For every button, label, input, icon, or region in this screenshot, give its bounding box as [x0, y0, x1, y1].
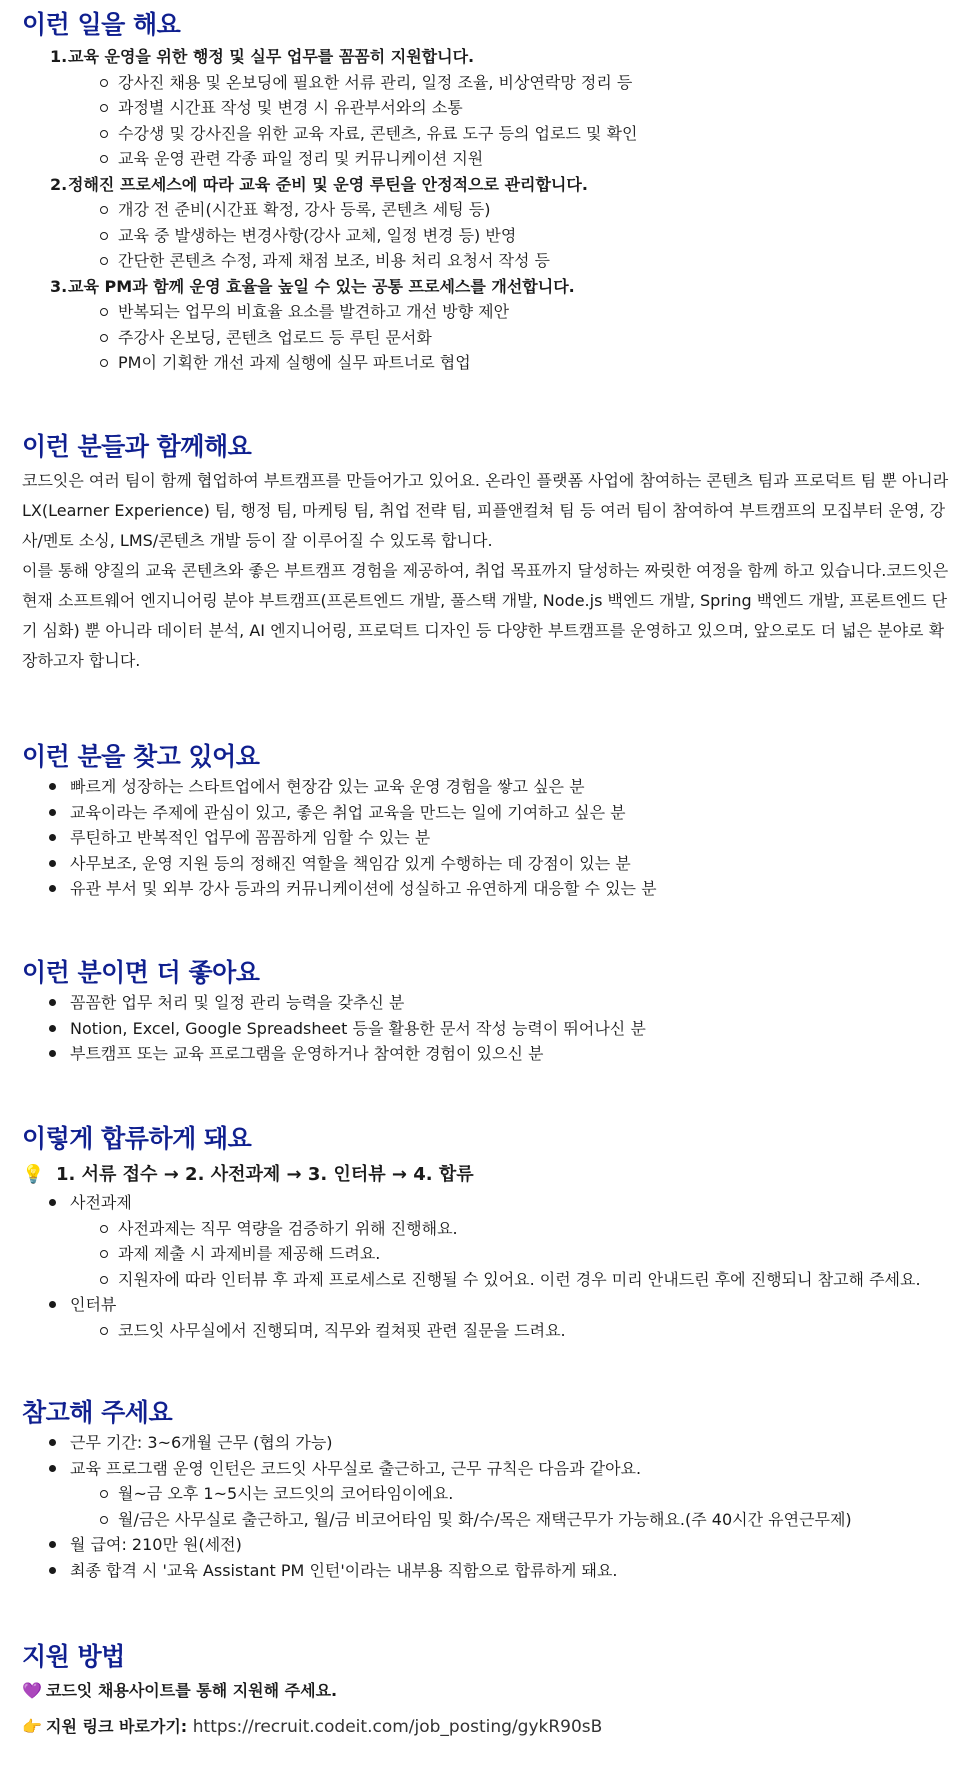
list-item: 지원자에 따라 인터뷰 후 과제 프로세스로 진행될 수 있어요. 이런 경우 미리 안내드린 후에 진행되니 참고해 주세요.	[118, 1267, 952, 1293]
list-item: 최종 합격 시 '교육 Assistant PM 인턴'이라는 내부용 직함으로 합류하게 돼요.	[70, 1558, 952, 1584]
sub-list	[70, 1481, 952, 1532]
list-item: 강사진 채용 및 온보딩에 필요한 서류 관리, 일정 조율, 비상연락망 정리 등	[118, 70, 952, 96]
team-paragraph: 코드잇은 여러 팀이 함께 협업하여 부트캠프를 만들어가고 있어요. 온라인 플랫폼 사업에 참여하는 콘텐츠 팀과 프로덕트 팀 뿐 아니라 LX(Learner Experience) 팀, 행정 팀, 마케팅 팀, 취업 전략 팀, 피플앤컬쳐 팀 등 여러 팀이 참여하여 부트캠프의 모집부터 운영, 강사/멘토 소싱, LMS/콘텐츠 개발 등이 잘 이루어질 수 있도록 합니다.	[22, 471, 949, 550]
section-title: 이렇게 합류하게 돼요	[22, 1124, 252, 1153]
list-item: 월/금은 사무실로 출근하고, 월/금 비코어타임 및 화/수/목은 재택근무가 가능해요.(주 40시간 유연근무제)	[118, 1507, 952, 1533]
section-title: 이런 분이면 더 좋아요	[22, 958, 260, 987]
bullet-list	[22, 1190, 952, 1343]
section-looking	[22, 740, 952, 902]
list-item: Notion, Excel, Google Spreadsheet 등을 활용한 문서 작성 능력이 뛰어나신 분	[70, 1016, 952, 1042]
list-item: 루틴하고 반복적인 업무에 꼼꼼하게 임할 수 있는 분	[70, 825, 952, 851]
list-item: 사무보조, 운영 지원 등의 정해진 역할을 책임감 있게 수행하는 데 강점이 있는 분	[70, 851, 952, 877]
bullet-list	[22, 774, 952, 902]
item-number: 1.	[50, 47, 68, 66]
list-item: 꼼꼼한 업무 처리 및 일정 관리 능력을 갖추신 분	[70, 990, 952, 1016]
team-paragraph: 이를 통해 양질의 교육 콘텐츠와 좋은 부트캠프 경험을 제공하여, 취업 목표까지 달성하는 짜릿한 여정을 함께 하고 있습니다.코드잇은 현재 소프트웨어 엔지니어링 분야 부트캠프(프론트엔드 개발, 풀스택 개발, Node.js 백엔드 개발, Spring 백엔드 개발, 프론트엔드 단기 심화) 뿐 아니라 데이터 분석, AI 엔지니어링, 프로덕트 디자인 등 다양한 부트캠프를 운영하고 있으며, 앞으로도 더 넓은 분야로 확장하고자 합니다.	[22, 561, 949, 670]
section-notes	[22, 1396, 952, 1583]
list-item: 수강생 및 강사진을 위한 교육 자료, 콘텐츠, 유료 도구 등의 업로드 및 확인	[118, 121, 952, 147]
section-title: 참고해 주세요	[22, 1398, 173, 1427]
work-item	[22, 274, 952, 376]
list-item: 교육 운영 관련 각종 파일 정리 및 커뮤니케이션 지원	[118, 146, 952, 172]
section-title: 이런 분을 찾고 있어요	[22, 742, 260, 771]
list-item: 유관 부서 및 외부 강사 등과의 커뮤니케이션에 성실하고 유연하게 대응할 수 있는 분	[70, 876, 952, 902]
item-label: 인터뷰	[70, 1295, 117, 1314]
list-item: 월~금 오후 1~5시는 코드잇의 코어타임이에요.	[118, 1481, 952, 1507]
apply-line	[22, 1676, 952, 1706]
list-item: 과정별 시간표 작성 및 변경 시 유관부서와의 소통	[118, 95, 952, 121]
pointing-hand-icon: 👉	[22, 1717, 42, 1736]
work-item	[22, 172, 952, 274]
process-flow	[22, 1160, 952, 1190]
item-title: 교육 운영을 위한 행정 및 실무 업무를 꼼꼼히 지원합니다.	[68, 47, 475, 66]
list-item: 교육이라는 주제에 관심이 있고, 좋은 취업 교육을 만드는 일에 기여하고 싶은 분	[70, 800, 952, 826]
work-item	[22, 44, 952, 172]
section-preferred	[22, 956, 952, 1067]
item-label: 사전과제	[70, 1193, 132, 1212]
list-item: 개강 전 준비(시간표 확정, 강사 등록, 콘텐츠 세팅 등)	[118, 197, 952, 223]
item-text: 교육 프로그램 운영 인턴은 코드잇 사무실로 출근하고, 근무 규칙은 다음과 같아요.	[70, 1458, 642, 1478]
list-item: 교육 중 발생하는 변경사항(강사 교체, 일정 변경 등) 반영	[118, 223, 952, 249]
sub-list	[22, 197, 952, 274]
apply-link[interactable]: https://recruit.codeit.com/job_posting/gykR90sB	[192, 1717, 603, 1737]
item-number: 2.	[50, 174, 68, 194]
list-item: 코드잇 사무실에서 진행되며, 직무와 컬쳐핏 관련 질문을 드려요.	[118, 1318, 952, 1344]
section-title: 이런 일을 해요	[22, 10, 181, 39]
list-item: 반복되는 업무의 비효율 요소를 발견하고 개선 방향 제안	[118, 299, 952, 325]
section-work	[22, 8, 952, 376]
apply-text: 코드잇 채용사이트를 통해 지원해 주세요.	[46, 1681, 338, 1700]
list-item: 월 급여: 210만 원(세전)	[70, 1532, 952, 1558]
list-item: 주강사 온보딩, 콘텐츠 업로드 등 루틴 문서화	[118, 325, 952, 351]
list-item: 빠르게 성장하는 스타트업에서 현장감 있는 교육 운영 경험을 쌓고 싶은 분	[70, 774, 952, 800]
section-title: 이런 분들과 함께해요	[22, 432, 252, 461]
purple-heart-icon: 💜	[22, 1681, 42, 1700]
sub-list	[22, 299, 952, 376]
section-process	[22, 1122, 952, 1343]
lightbulb-icon: 💡	[22, 1164, 45, 1185]
item-number: 3.	[50, 276, 68, 296]
list-item: 근무 기간: 3~6개월 근무 (협의 가능)	[70, 1430, 952, 1456]
sub-list	[70, 1216, 952, 1293]
list-item	[70, 1190, 952, 1292]
list-item: 간단한 콘텐츠 수정, 과제 채점 보조, 비용 처리 요청서 작성 등	[118, 248, 952, 274]
section-title: 지원 방법	[22, 1642, 125, 1671]
flow-text: 1. 서류 접수 → 2. 사전과제 → 3. 인터뷰 → 4. 합류	[56, 1164, 474, 1185]
sub-list	[70, 1318, 952, 1344]
list-item: 사전과제는 직무 역량을 검증하기 위해 진행해요.	[118, 1216, 952, 1242]
bullet-list	[22, 990, 952, 1067]
item-title: 교육 PM과 함께 운영 효율을 높일 수 있는 공통 프로세스를 개선합니다.	[68, 276, 575, 296]
sub-list	[22, 70, 952, 172]
list-item	[70, 1292, 952, 1343]
item-title: 정해진 프로세스에 따라 교육 준비 및 운영 루틴을 안정적으로 관리합니다.	[68, 174, 588, 194]
list-item: 과제 제출 시 과제비를 제공해 드려요.	[118, 1241, 952, 1267]
section-apply	[22, 1640, 952, 1742]
bullet-list	[22, 1430, 952, 1583]
list-item: PM이 기획한 개선 과제 실행에 실무 파트너로 협업	[118, 350, 952, 376]
section-team	[22, 430, 952, 676]
list-item	[70, 1456, 952, 1533]
apply-link-label: 지원 링크 바로가기:	[46, 1717, 188, 1736]
apply-link-line	[22, 1712, 952, 1742]
list-item: 부트캠프 또는 교육 프로그램을 운영하거나 참여한 경험이 있으신 분	[70, 1041, 952, 1067]
